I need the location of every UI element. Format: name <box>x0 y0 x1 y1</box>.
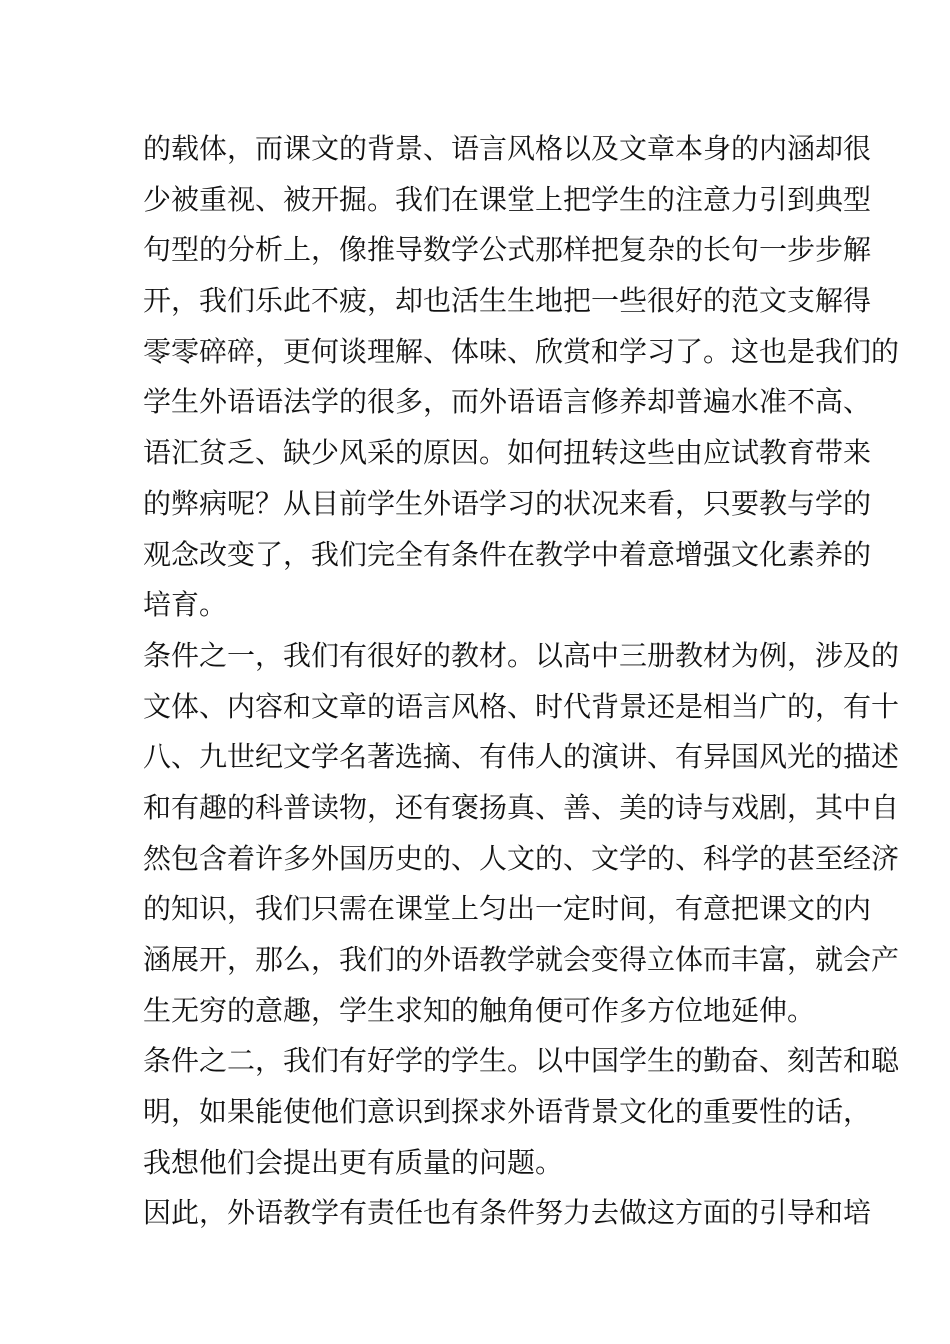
text-line: 然包含着许多外国历史的、人文的、文学的、科学的甚至经济 <box>143 841 900 875</box>
paragraph-1 <box>143 124 900 631</box>
text-line: 生无穷的意趣，学生求知的触角便可作多方位地延伸。 <box>143 993 816 1027</box>
text-line: 零零碎碎，更何谈理解、体味、欣赏和学习了。这也是我们的 <box>143 334 900 368</box>
paragraph-4 <box>143 1188 872 1239</box>
text-line: 我想他们会提出更有质量的问题。 <box>143 1145 564 1179</box>
text-line: 涵展开，那么，我们的外语教学就会变得立体而丰富，就会产 <box>143 943 900 976</box>
text-line: 培育。 <box>143 588 228 622</box>
text-line: 和有趣的科普读物，还有褒扬真、善、美的诗与戏剧，其中自 <box>143 790 900 824</box>
text-line: 观念改变了，我们完全有条件在教学中着意增强文化素养的 <box>143 537 872 571</box>
text-line: 的弊病呢？从目前学生外语学习的状况来看，只要教与学的 <box>143 486 872 520</box>
text-line: 条件之二，我们有好学的学生。以中国学生的勤奋、刻苦和聪 <box>143 1044 900 1078</box>
text-line: 条件之一，我们有很好的教材。以高中三册教材为例，涉及的 <box>143 638 900 672</box>
text-line: 八、九世纪文学名著选摘、有伟人的演讲、有异国风光的描述 <box>143 740 900 774</box>
text-line: 因此，外语教学有责任也有条件努力去做这方面的引导和培 <box>143 1196 872 1230</box>
paragraph-2 <box>143 631 900 1037</box>
text-line: 句型的分析上，像推导数学公式那样把复杂的长句一步步解 <box>143 233 872 267</box>
text-line: 少被重视、被开掘。我们在课堂上把学生的注意力引到典型 <box>143 182 872 216</box>
document-page <box>143 124 900 1239</box>
text-line: 学生外语语法学的很多，而外语语言修养却普遍水准不高、 <box>143 385 872 419</box>
text-line: 明，如果能使他们意识到探求外语背景文化的重要性的话， <box>143 1095 872 1129</box>
paragraph-3 <box>143 1036 900 1188</box>
text-line: 语汇贫乏、缺少风采的原因。如何扭转这些由应试教育带来 <box>143 436 872 470</box>
text-line: 文体、内容和文章的语言风格、时代背景还是相当广的，有十 <box>143 689 900 723</box>
text-line: 开，我们乐此不疲，却也活生生地把一些很好的范文支解得 <box>143 284 872 318</box>
text-line: 的知识，我们只需在课堂上匀出一定时间，有意把课文的内 <box>143 892 872 926</box>
text-line: 的载体，而课文的背景、语言风格以及文章本身的内涵却很 <box>143 132 872 165</box>
